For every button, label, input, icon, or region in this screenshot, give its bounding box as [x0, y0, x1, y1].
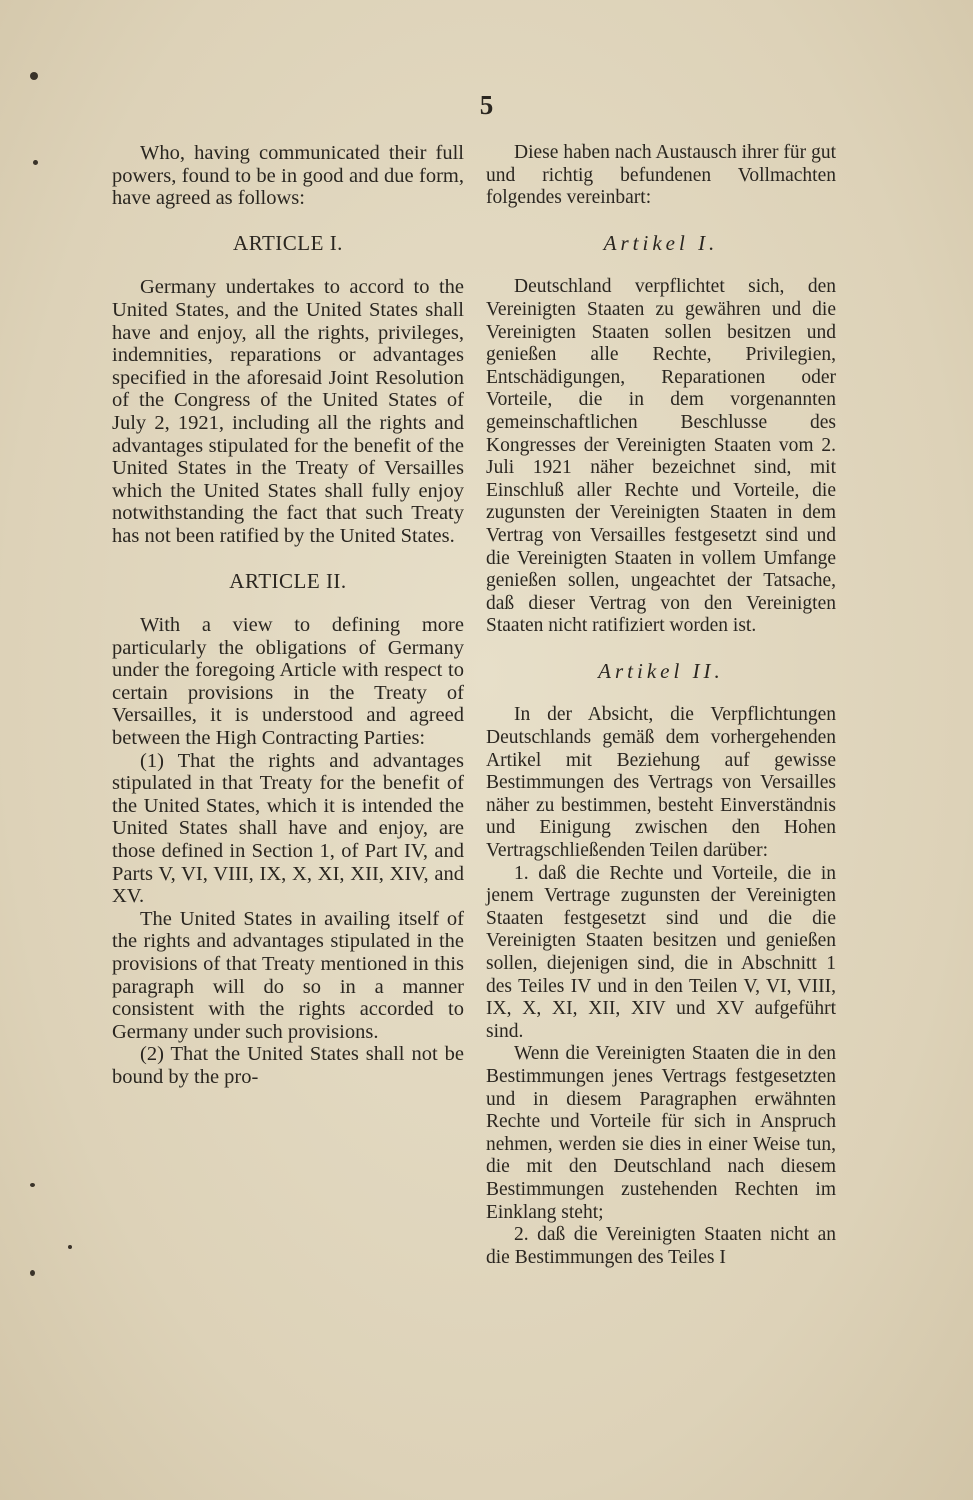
paper-blemish — [30, 1270, 35, 1276]
german-column — [486, 142, 836, 1269]
article-1-text: Deutschland verpflichtet sich, den Vereinigten Staaten zu gewähren und die Vereinigten Staaten sollen besitzen und genießen alle Rechte, Privilegien, Entschädigungen, Reparationen oder Vorteile, die in dem vorgenannten gemeinschaftlichen Beschlusse des Kongresses der Vereinigten Staaten vom 2. Juli 1921 näher bezeichnet sind, mit Einschluß aller Rechte und Vorteile, die zugunsten der Vereinigten Staaten in dem Vertrag von Versailles festgesetzt sind und die Vereinigten Staaten in vollem Umfange genießen sollen, ungeachtet der Tatsache, daß dieser Vertrag von den Vereinigten Staaten nicht ratifiziert worden ist. — [486, 276, 836, 637]
article-2-intro: In der Absicht, die Verpflichtungen Deutschlands gemäß dem vorhergehenden Artikel mit Beziehung auf gewisse Bestimmungen des Vertrags von Versailles näher zu bestimmen, besteht Einverständnis und Einigung zwischen den Hohen Vertragschließenden Teilen darüber: — [486, 704, 836, 862]
article-2-intro: With a view to defining more particularly the obligations of Germany under the foregoing Article with respect to certain provisions in the Treaty of Versailles, it is understood and agreed between the High Contracting Parties: — [112, 614, 464, 750]
article-2-clause-2: (2) That the United States shall not be bound by the pro- — [112, 1043, 464, 1088]
article-1-heading: Artikel I. — [603, 230, 719, 255]
intro-paragraph: Diese haben nach Austausch ihrer für gut und richtig befundenen Vollmachten folgendes vereinbart: — [486, 142, 836, 209]
paper-blemish — [30, 72, 38, 80]
article-2-heading: Artikel II. — [598, 658, 724, 683]
article-2-clause-1: (1) That the rights and advantages stipulated in that Treaty for the benefit of the United States, which it is intended the United States shall have and enjoy, are those defined in Section 1, of Part IV, and Parts V, VI, VIII, IX, X, XI, XII, XIV, and XV. — [112, 749, 464, 908]
article-1-text: Germany undertakes to accord to the United States, and the United States shall have and enjoy, all the rights, privileges, indemnities, reparations or advantages specified in the aforesaid Joint Resolution of the Congress of the United States of July 2, 1921, including all the rights and advantages stipulated for the benefit of the United States in the Treaty of Versailles which the United States shall fully enjoy notwithstanding the fact that such Treaty has not been ratified by the United States. — [112, 276, 464, 547]
paper-blemish — [30, 1183, 35, 1187]
article-2-heading: ARTICLE II. — [229, 568, 347, 593]
paper-blemish — [33, 160, 38, 165]
article-2-clause-1-continuation: The United States in availing itself of the rights and advantages stipulated in the provisions of that Treaty mentioned in this paragraph will do so in a manner consistent with the rights accorded to Germany under such provisions. — [112, 907, 464, 1043]
article-2-clause-2: 2. daß die Vereinigten Staaten nicht an die Bestimmungen des Teiles I — [486, 1224, 836, 1268]
article-1-heading: ARTICLE I. — [233, 230, 343, 255]
article-2-clause-1-continuation: Wenn die Vereinigten Staaten die in den Bestimmungen jenes Vertrags festgesetzten und in diesem Paragraphen erwähnten Rechte und Vorteile für sich in Anspruch nehmen, werden sie dies in einer Weise tun, die mit den Deutschland nach diesem Bestimmungen zustehenden Rechten im Einklang steht; — [486, 1043, 836, 1223]
article-2-clause-1: 1. daß die Rechte und Vorteile, die in jenem Vertrage zugunsten der Vereinigten Staaten festgesetzt sind und die die Vereinigten Staaten besitzen und genießen sollen, diejenigen sind, die in Abschnitt 1 des Teiles IV und in den Teilen V, VI, VIII, IX, X, XI, XII, XIV und XV aufgeführt sind. — [486, 862, 836, 1042]
english-column — [112, 142, 464, 1089]
page-number: 5 — [479, 90, 494, 120]
paper-blemish — [68, 1245, 72, 1249]
intro-paragraph: Who, having communicated their full powers, found to be in good and due form, have agreed as follows: — [112, 142, 464, 210]
